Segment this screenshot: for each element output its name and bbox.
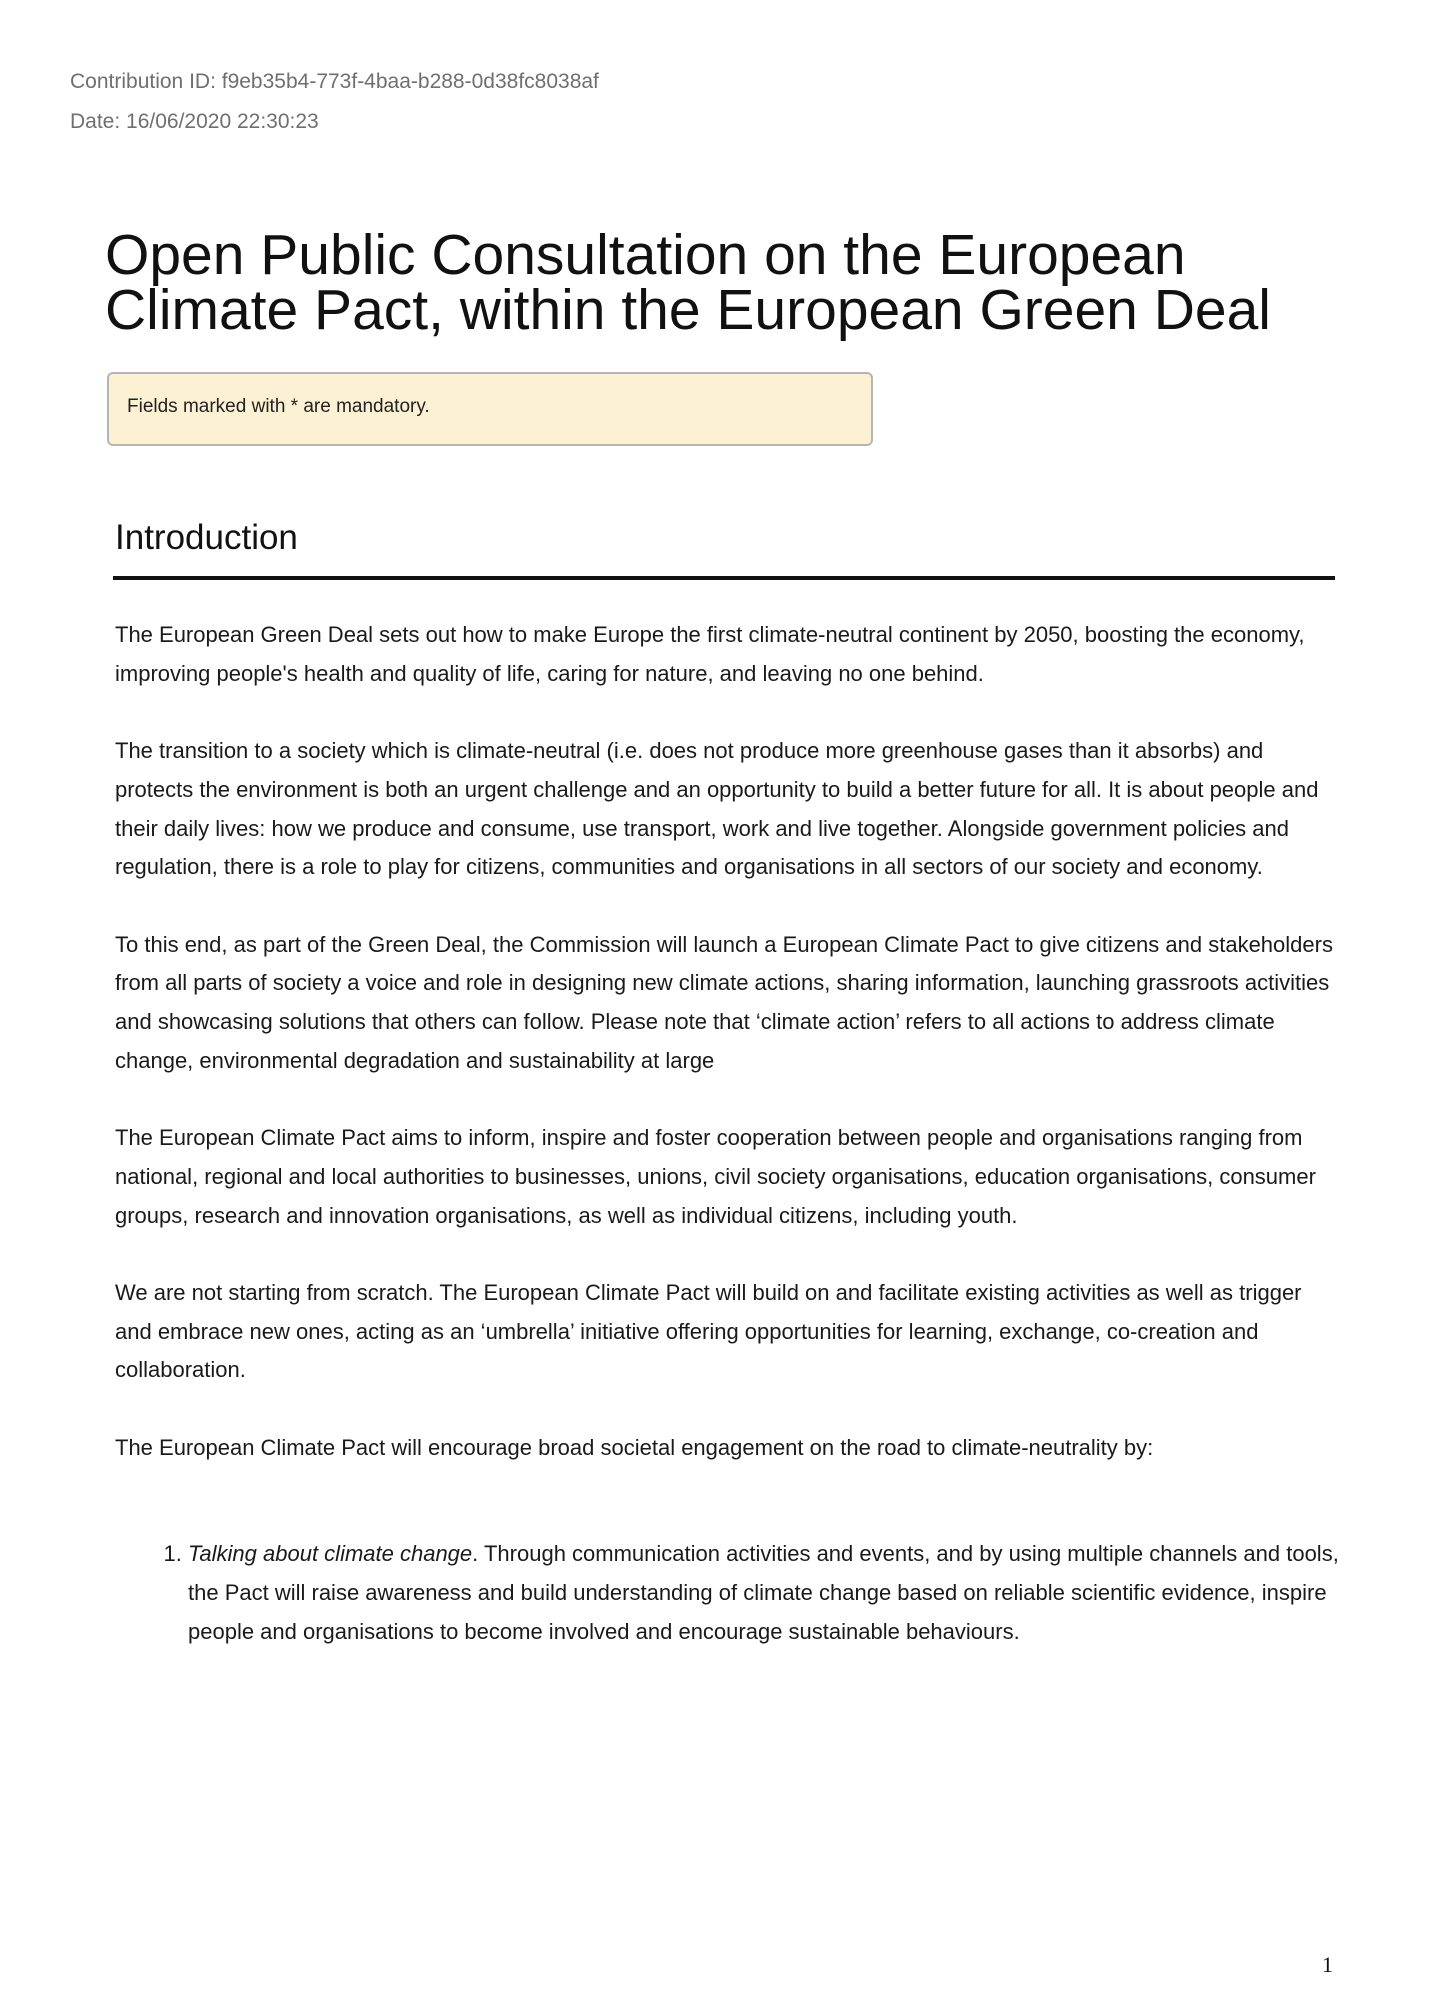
section-heading: Introduction xyxy=(115,518,298,557)
intro-paragraph: To this end, as part of the Green Deal, the Commission will launch a European Climate Pact to give citizens and stakeholders from all parts of society a voice and role in designing new climate actions, sharing information, launching grassroots activities and showcasing solutions that others can follow. Please note that ‘climate action’ refers to all actions to address climate change, environmental degradation and sustainability at large xyxy=(115,931,1333,1073)
intro-paragraph: The European Climate Pact aims to inform, inspire and foster cooperation between people and organisations ranging from national, regional and local authorities to businesses, unions, civil society organisations, education organisations, consumer groups, research and innovation organisations, as well as individual citizens, including youth. xyxy=(115,1125,1316,1228)
contribution-id: Contribution ID: f9eb35b4-773f-4baa-b288-0d38fc8038af xyxy=(70,70,599,93)
page-title-line-1: Open Public Consultation on the European xyxy=(105,223,1186,287)
list-item xyxy=(188,1535,1340,1651)
document-meta xyxy=(70,62,599,142)
page-number: 1 xyxy=(1322,1952,1333,1977)
engagement-list xyxy=(115,1535,1340,1651)
intro-paragraph: We are not starting from scratch. The European Climate Pact will build on and facilitate existing activities as well as trigger and embrace new ones, acting as an ‘umbrella’ initiative offering opportunities for learning, exchange, co-creation and collaboration. xyxy=(115,1279,1302,1383)
submission-date: Date: 16/06/2020 22:30:23 xyxy=(70,110,319,133)
section-divider xyxy=(113,576,1335,580)
intro-paragraph: The European Climate Pact will encourage broad societal engagement on the road to climate-neutrality by: xyxy=(115,1434,1154,1460)
intro-paragraph: The transition to a society which is climate-neutral (i.e. does not produce more greenhouse gases than it absorbs) and protects the environment is both an urgent challenge and an opportunity to build a better future for all. It is about people and their daily lives: how we produce and consume, use transport, work and live together. Alongside government policies and regulation, there is a role to play for citizens, communities and organisations in all sectors of our society and economy. xyxy=(115,738,1319,880)
mandatory-fields-notice: Fields marked with * are mandatory. xyxy=(107,372,873,446)
introduction-body xyxy=(115,616,1340,1652)
page-title xyxy=(105,223,1355,342)
intro-paragraph: The European Green Deal sets out how to make Europe the first climate-neutral continent by 2050, boosting the economy, improving people's health and quality of life, caring for nature, and leaving no one behind. xyxy=(115,622,1305,686)
page-title-line-2: Climate Pact, within the European Green Deal xyxy=(105,278,1271,342)
list-item-text: . Through communication activities and events, and by using multiple channels and tools, the Pact will raise awareness and build understanding of climate change based on reliable scientific evidence, inspire people and organisations to become involved and encourage sustainable behaviours. xyxy=(188,1541,1339,1644)
list-item-emphasis: Talking about climate change xyxy=(188,1541,473,1567)
